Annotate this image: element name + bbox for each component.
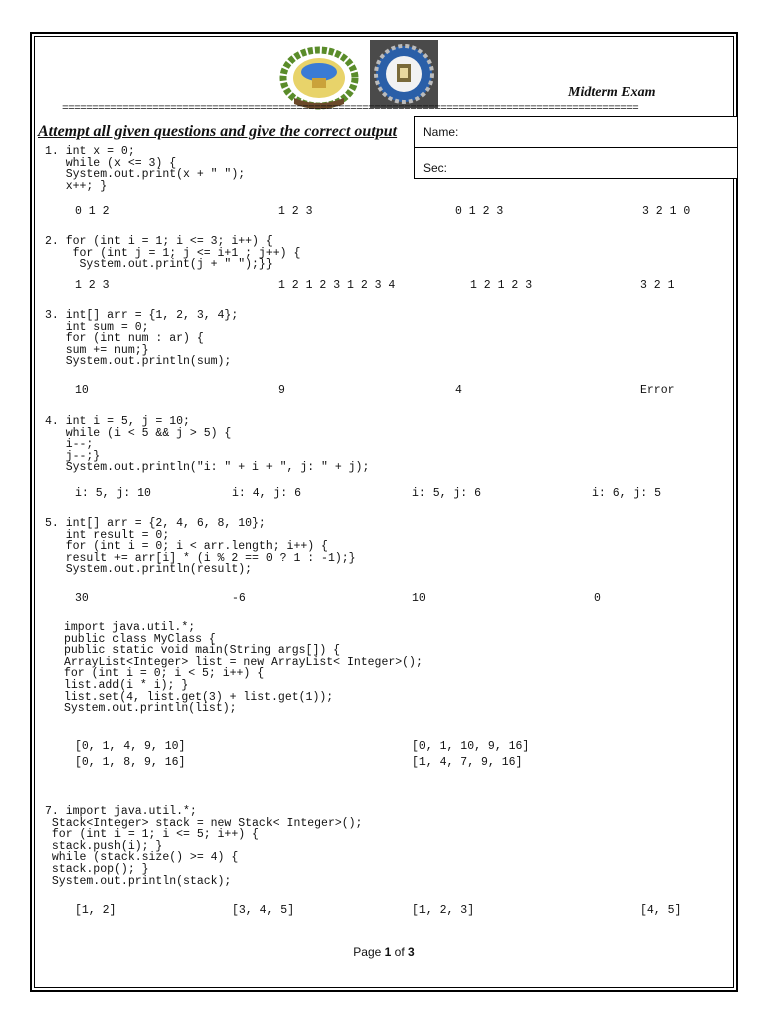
name-label: Name: [423, 125, 459, 139]
header-separator: ================================================================================================ [62, 104, 639, 115]
faculty-logo [370, 40, 438, 108]
question-4-option-b: i: 4, j: 6 [232, 487, 302, 500]
question-4-option-a: i: 5, j: 10 [75, 487, 151, 500]
page-prefix: Page [353, 945, 382, 959]
question-1-option-c: 0 1 2 3 [455, 205, 504, 218]
instructions: Attempt all given questions and give the correct output [38, 123, 398, 140]
question-4-option-c: i: 5, j: 6 [412, 487, 482, 500]
question-5-option-c: 10 [412, 592, 426, 605]
question-6-option-d: [1, 4, 7, 9, 16] [412, 756, 523, 769]
question-6-option-a: [0, 1, 4, 9, 10] [75, 740, 186, 753]
question-6-option-b: [0, 1, 10, 9, 16] [412, 740, 530, 753]
question-2-option-a: 1 2 3 [75, 279, 110, 292]
sec-label: Sec: [423, 161, 448, 175]
question-3-option-a: 10 [75, 384, 89, 397]
question-3-code: 3. int[] arr = {1, 2, 3, 4}; int sum = 0; for (int num : ar) { sum += num;} System.out.println(sum); [45, 309, 239, 369]
question-3-option-b: 9 [278, 384, 285, 397]
question-5-option-b: -6 [232, 592, 246, 605]
question-3-option-c: 4 [455, 384, 462, 397]
page-number: 1 [384, 945, 392, 959]
question-4-code: 4. int i = 5, j = 10; while (i < 5 && j > 5) { i--; j--;} System.out.println("i: " + i + ", j: " + j); [45, 415, 370, 475]
info-divider [415, 147, 737, 148]
question-1-option-d: 3 2 1 0 [642, 205, 691, 218]
question-5-option-a: 30 [75, 592, 89, 605]
question-1-code: 1. int x = 0; while (x <= 3) { System.out.print(x + " "); x++; } [45, 145, 246, 193]
question-1-option-b: 1 2 3 [278, 205, 313, 218]
question-5-option-d: 0 [594, 592, 601, 605]
question-7-option-b: [3, 4, 5] [232, 904, 295, 917]
question-5-code: 5. int[] arr = {2, 4, 6, 8, 10}; int result = 0; for (int i = 0; i < arr.length; i++) { result += arr[i] * (i % 2 == 0 ? 1 : -1);} System.out.println(result); [45, 517, 356, 577]
student-info-box [414, 116, 738, 179]
page-total: 3 [408, 945, 415, 959]
question-1-option-a: 0 1 2 [75, 205, 110, 218]
question-2-code: 2. for (int i = 1; i <= 3; i++) { for (int j = 1; j <= i+1 ; j++) { System.out.print(j + " ");}} [45, 235, 301, 272]
question-2-option-b: 1 2 1 2 3 1 2 3 4 [278, 279, 396, 292]
question-3-option-d: Error [640, 384, 675, 397]
question-4-option-d: i: 6, j: 5 [592, 487, 662, 500]
question-6-option-c: [0, 1, 8, 9, 16] [75, 756, 186, 769]
question-7-option-c: [1, 2, 3] [412, 904, 475, 917]
question-2-option-c: 1 2 1 2 3 [470, 279, 533, 292]
question-6-code: import java.util.*; public class MyClass { public static void main(String args[]) { ArrayList<Integer> list = new ArrayList< Integer>(); for (int i = 0; i < 5; i++) { list.add(i * i); } list.set(4, list.get(3) + list.get(1)); System.out.println(list); [64, 621, 423, 716]
question-7-option-d: [4, 5] [640, 904, 682, 917]
page-footer [0, 945, 768, 959]
exam-title: Midterm Exam [568, 85, 656, 100]
question-2-option-d: 3 2 1 [640, 279, 675, 292]
university-logo [274, 42, 364, 112]
question-7-option-a: [1, 2] [75, 904, 117, 917]
page-of: of [394, 945, 405, 959]
question-7-code: 7. import java.util.*; Stack<Integer> stack = new Stack< Integer>(); for (int i = 1; i <= 5; i++) { stack.push(i); } while (stack.size() >= 4) { stack.pop(); } System.out.println(stack); [45, 805, 363, 888]
